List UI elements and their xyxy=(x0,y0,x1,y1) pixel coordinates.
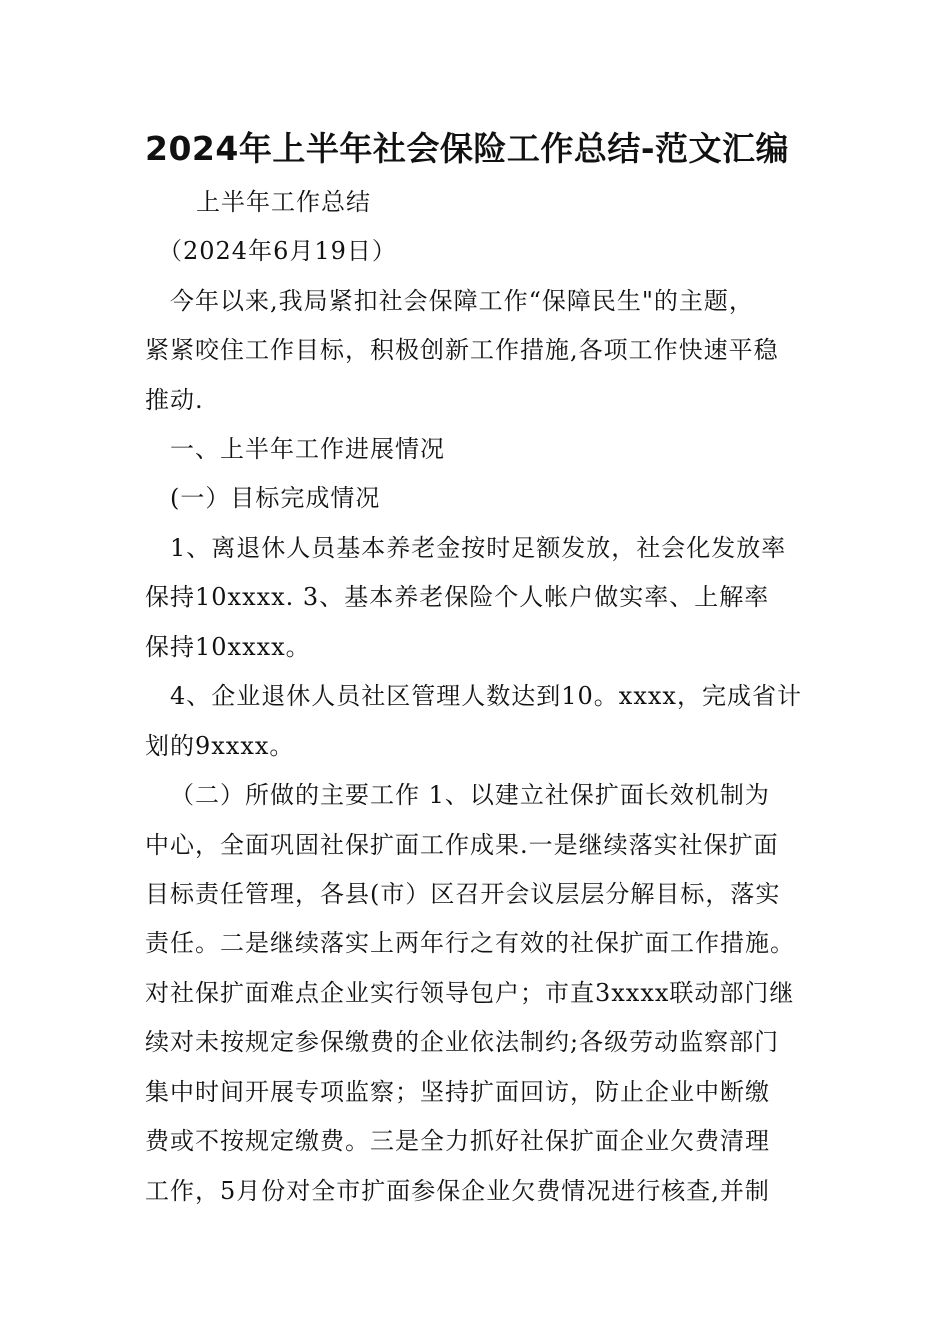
paragraph-line: 划的9xxxx。 xyxy=(145,732,295,760)
paragraph-line: 集中时间开展专项监察；坚持扩面回访，防止企业中断缴 xyxy=(145,1078,770,1106)
paragraph-line: 中心，全面巩固社保扩面工作成果.一是继续落实社保扩面 xyxy=(145,831,779,859)
paragraph-line: 推动. xyxy=(145,386,204,414)
paragraph-line: 保持10xxxx。 xyxy=(145,633,311,661)
subsection-heading: (一）目标完成情况 xyxy=(170,484,381,512)
paragraph-line: 费或不按规定缴费。三是全力抓好社保扩面企业欠费清理 xyxy=(145,1127,770,1155)
paragraph-line: 责任。二是继续落实上两年行之有效的社保扩面工作措施。 xyxy=(145,929,795,957)
paragraph-line: 目标责任管理，各县(市）区召开会议层层分解目标，落实 xyxy=(145,880,781,908)
document-title: 2024年上半年社会保险工作总结-范文汇编 xyxy=(145,129,790,168)
paragraph-line: （二）所做的主要工作 1、以建立社保扩面长效机制为 xyxy=(170,781,770,809)
paragraph-line: 续对未按规定参保缴费的企业依法制约;各级劳动监察部门 xyxy=(145,1028,780,1056)
paragraph-line: 对社保扩面难点企业实行领导包户；市直3xxxx联动部门继 xyxy=(145,979,795,1007)
paragraph-line: 1、离退休人员基本养老金按时足额发放，社会化发放率 xyxy=(170,534,787,562)
document-subtitle: 上半年工作总结 xyxy=(196,188,371,216)
paragraph-line: 4、企业退休人员社区管理人数达到10。xxxx，完成省计 xyxy=(170,682,802,710)
paragraph-line: 工作，5月份对全市扩面参保企业欠费情况进行核查,并制 xyxy=(145,1177,770,1205)
document-date: （2024年6月19日） xyxy=(158,237,397,265)
paragraph-line: 保持10xxxx. 3、基本养老保险个人帐户做实率、上解率 xyxy=(145,583,770,611)
paragraph-line: 今年以来,我局紧扣社会保障工作“保障民生"的主题， xyxy=(170,287,754,315)
paragraph-line: 紧紧咬住工作目标，积极创新工作措施,各项工作快速平稳 xyxy=(145,336,779,364)
section-heading: 一、上半年工作进展情况 xyxy=(170,435,445,463)
